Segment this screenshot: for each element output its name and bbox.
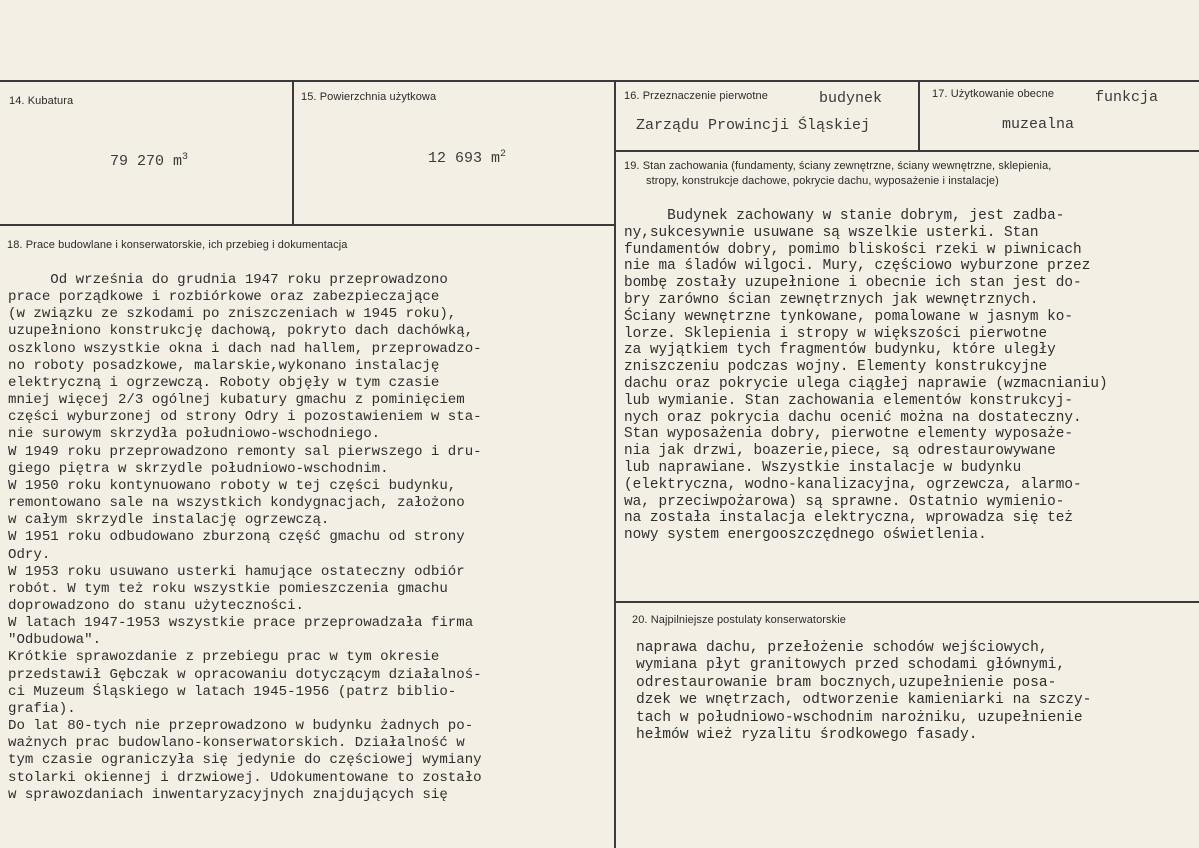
divider-14-15 [292, 80, 294, 224]
divider-left-right [614, 80, 616, 848]
przeznaczenie-label: 16. Przeznaczenie pierwotne [624, 90, 768, 102]
prace-label: 18. Prace budowlane i konserwatorskie, ich przebieg i dokumentacja [7, 239, 348, 251]
uzytkowanie-value-line1: funkcja [1095, 89, 1159, 106]
przeznaczenie-value-line1: budynek [819, 90, 883, 107]
powierzchnia-label: 15. Powierzchnia użytkowa [301, 91, 437, 103]
rule-under-16-17 [614, 150, 1199, 152]
prace-text: Od września do grudnia 1947 roku przeprowadzono prace porządkowe i rozbiórkowe oraz zabezpieczające (w związku ze szkodami po zniszczeniach w 1945 roku), uzupełniono konstrukcję dachową, pokryto dach dachówką, oszklono wszystkie okna i dach nad hallem, przeprowadzo- no roboty posadzkowe, malarskie,wykonano instalację elektryczną i ogrzewczą. Roboty objęły w tym czasie mniej więcej 2/3 ogólnej kubatury gmachu z pominięciem części wyburzonej od strony Odry i pozostawieniem w sta- nie surowym skrzydła południowo-wschodniego. W 1949 roku przeprowadzono remonty sal pierwszego i dru- giego piętra w skrzydle południowo-wschodnim. W 1950 roku kontynuowano roboty w tej części budynku, remontowano sale na wszystkich kondygnacjach, założono w całym skrzydle instalację ogrzewczą. W 1951 roku odbudowano zburzoną część gmachu od strony Odry. W 1953 roku usuwano usterki hamujące ostateczny odbiór robót. W tym też roku wszystkie pomieszczenia gmachu doprowadzono do stanu użyteczności. W latach 1947-1953 wszystkie prace przeprowadzała firma "Odbudowa". Krótkie sprawozdanie z przebiegu prac w tym okresie przedstawił Gębczak w opracowaniu dotyczącym działalnoś- ci Muzeum Śląskiego w latach 1945-1956 (patrz biblio- grafia). Do lat 80-tych nie przeprowadzono w budynku żadnych po- ważnych prac budowlano-konserwatorskich. Działalność w tym czasie ograniczyła się jedynie do częściowej wymiany stolarki okiennej i drzwiowej. Udokumentowane to zostało w sprawozdaniach inwentaryzacyjnych znajdujących się [8, 272, 482, 803]
kubatura-label: 14. Kubatura [9, 95, 74, 107]
rule-above-20 [614, 601, 1199, 603]
kubatura-value [74, 136, 188, 187]
kubatura-unit-exponent: 3 [182, 152, 189, 163]
kubatura-number: 79 270 m [110, 153, 183, 170]
uzytkowanie-value-line2: muzealna [1002, 116, 1075, 133]
powierzchnia-unit-exponent: 2 [500, 149, 507, 160]
stan-label-line1: 19. Stan zachowania (fundamenty, ściany zewnętrzne, ściany wewnętrzne, sklepienia, [624, 160, 1052, 172]
postulaty-text: naprawa dachu, przełożenie schodów wejściowych, wymiana płyt granitowych przed schodami głównymi, odrestaurowanie bram bocznych,uzupełnienie posa- dzek we wnętrzach, odtworzenie kamieniarki na szczy- tach w południowo-wschodnim narożniku, uzupełnienie hełmów wież ryzalitu środkowego fasady. [636, 640, 1092, 744]
powierzchnia-number: 12 693 m [428, 150, 501, 167]
powierzchnia-value [392, 133, 506, 184]
divider-16-17 [918, 80, 920, 150]
przeznaczenie-value-line2: Zarządu Prowincji Śląskiej [636, 117, 871, 134]
rule-under-14-15 [0, 224, 616, 226]
stan-label-line2: stropy, konstrukcje dachowe, pokrycie dachu, wyposażenie i instalacje) [646, 175, 999, 187]
postulaty-label: 20. Najpilniejsze postulaty konserwatorskie [632, 614, 847, 626]
stan-text: Budynek zachowany w stanie dobrym, jest zadba- ny,sukcesywnie usuwane są wszelkie usterki. Stan fundamentów dobry, pomimo bliskości rzeki w piwnicach nie ma śladów wilgoci. Mury, częściowo wyburzone przez bombę zostały uzupełnione i obecnie ich stan jest do- bry zarówno ścian zewnętrznych jak wewnętrznych. Ściany wewnętrzne tynkowane, pomalowane w jasnym ko- lorze. Sklepienia i stropy w większości pierwotne za wyjątkiem tych fragmentów budynku, które uległy zniszczeniu podczas wojny. Elementy konstrukcyjne dachu oraz pokrycie ulega ciągłej naprawie (wzmacnianiu) lub wymianie. Stan zachowania elementów konstrukcyj- nych oraz pokrycia dachu ocenić można na dostateczny. Stan wyposażenia dobry, pierwotne elementy wyposaże- nia jak drzwi, boazerie,piece, są odrestaurowywane lub naprawiane. Wszystkie instalacje w budynku (elektryczna, wodno-kanalizacyjna, ogrzewcza, alarmo- wa, przeciwpożarowa) są sprawne. Ostatnio wymienio- na została instalacja elektryczna, wprowadza się też nowy system energooszczędnego oświetlenia. [624, 208, 1108, 544]
top-rule [0, 80, 1199, 82]
uzytkowanie-label: 17. Użytkowanie obecne [932, 88, 1055, 100]
